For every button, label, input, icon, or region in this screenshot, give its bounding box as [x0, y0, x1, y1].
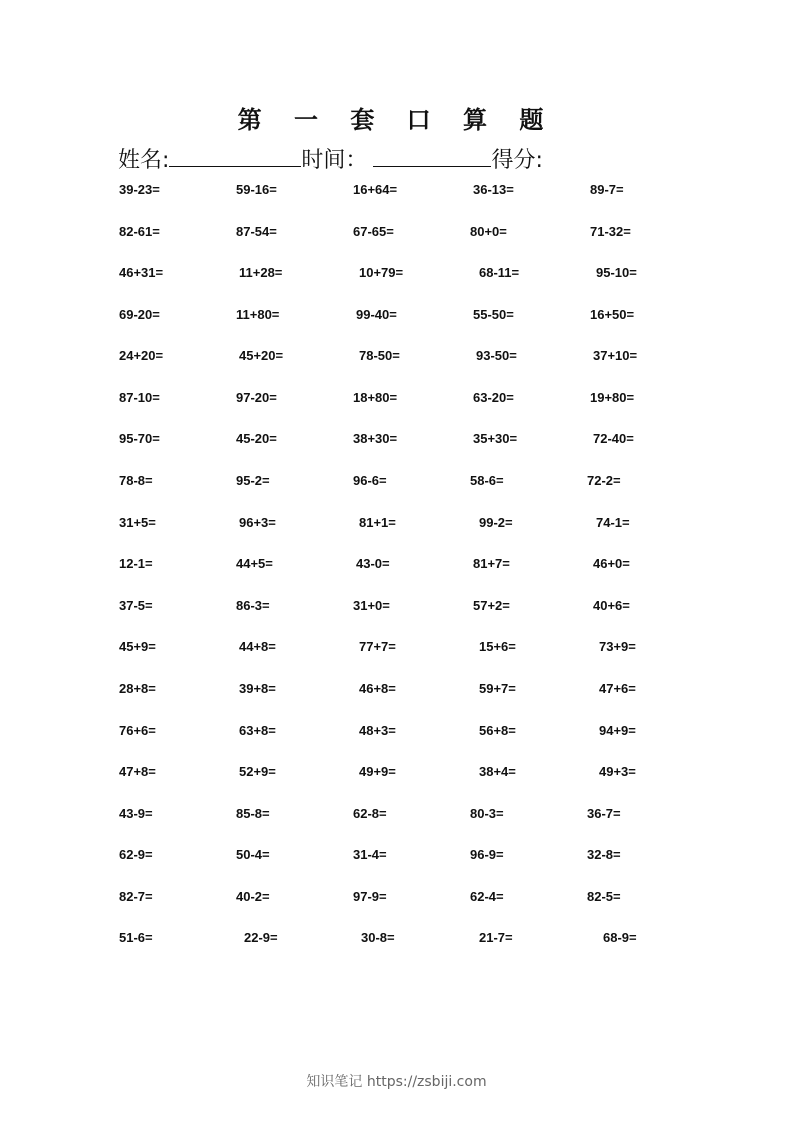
- math-problem: 38+30=: [353, 431, 398, 446]
- math-problem: 95-2=: [236, 473, 270, 488]
- math-problem: 59+7=: [479, 681, 516, 696]
- math-problem: 73+9=: [599, 639, 636, 654]
- problem-row: [0, 347, 793, 371]
- math-problem: 48+3=: [359, 723, 396, 738]
- math-problem: 97-20=: [236, 390, 277, 405]
- math-problem: 82-7=: [119, 889, 153, 904]
- math-problem: 39+8=: [239, 681, 276, 696]
- score-label: 得分:: [491, 148, 543, 173]
- math-problem: 86-3=: [236, 598, 270, 613]
- math-problem: 46+8=: [359, 681, 396, 696]
- math-problem: 49+3=: [599, 764, 636, 779]
- math-problem: 45-20=: [236, 431, 277, 446]
- math-problem: 69-20=: [119, 307, 160, 322]
- math-problem: 80-3=: [470, 806, 504, 821]
- math-problem: 74-1=: [596, 515, 630, 530]
- math-problem: 51-6=: [119, 930, 153, 945]
- math-problem: 58-6=: [470, 473, 504, 488]
- math-problem: 31+5=: [119, 515, 156, 530]
- math-problem: 46+31=: [119, 265, 164, 280]
- problem-row: [0, 514, 793, 538]
- math-problem: 37-5=: [119, 598, 153, 613]
- math-problem: 62-4=: [470, 889, 504, 904]
- math-problem: 40-2=: [236, 889, 270, 904]
- math-problem: 31+0=: [353, 598, 390, 613]
- math-problem: 40+6=: [593, 598, 630, 613]
- math-problem: 28+8=: [119, 681, 156, 696]
- math-problem: 72-2=: [587, 473, 621, 488]
- math-problem: 62-8=: [353, 806, 387, 821]
- math-problem: 10+79=: [359, 265, 404, 280]
- math-problem: 76+6=: [119, 723, 156, 738]
- math-problem: 45+9=: [119, 639, 156, 654]
- math-problem: 32-8=: [587, 847, 621, 862]
- math-problem: 59-16=: [236, 182, 277, 197]
- math-problem: 11+28=: [239, 265, 283, 280]
- math-problem: 19+80=: [590, 390, 635, 405]
- math-problem: 38+4=: [479, 764, 516, 779]
- math-problem: 68-11=: [479, 265, 520, 280]
- math-problem: 99-40=: [356, 307, 397, 322]
- math-problem: 18+80=: [353, 390, 398, 405]
- math-problem: 78-8=: [119, 473, 153, 488]
- problem-row: [0, 888, 793, 912]
- problem-row: [0, 846, 793, 870]
- math-problem: 22-9=: [244, 930, 278, 945]
- problem-row: [0, 680, 793, 704]
- math-problem: 47+8=: [119, 764, 156, 779]
- math-problem: 95-70=: [119, 431, 160, 446]
- math-problem: 89-7=: [590, 182, 624, 197]
- math-problem: 12-1=: [119, 556, 153, 571]
- math-problem: 99-2=: [479, 515, 513, 530]
- math-problem: 43-9=: [119, 806, 153, 821]
- math-problem: 82-5=: [587, 889, 621, 904]
- math-problem: 37+10=: [593, 348, 638, 363]
- math-problem: 96-9=: [470, 847, 504, 862]
- worksheet-title: 第 一 套 口 算 题: [237, 105, 556, 134]
- math-problem: 43-0=: [356, 556, 390, 571]
- math-problem: 95-10=: [596, 265, 637, 280]
- math-problem: 85-8=: [236, 806, 270, 821]
- math-problem: 36-13=: [473, 182, 514, 197]
- problem-row: [0, 389, 793, 413]
- math-problem: 68-9=: [603, 930, 637, 945]
- math-problem: 16+50=: [590, 307, 635, 322]
- math-problem: 80+0=: [470, 224, 507, 239]
- math-problem: 82-61=: [119, 224, 160, 239]
- problem-row: [0, 472, 793, 496]
- math-problem: 62-9=: [119, 847, 153, 862]
- math-problem: 47+6=: [599, 681, 636, 696]
- math-problem: 16+64=: [353, 182, 398, 197]
- math-problem: 35+30=: [473, 431, 518, 446]
- math-problem: 56+8=: [479, 723, 516, 738]
- math-problem: 96+3=: [239, 515, 276, 530]
- footer-watermark: 知识笔记 https://zsbiji.com: [306, 1074, 487, 1090]
- time-label: 时间：: [301, 148, 368, 173]
- math-problem: 93-50=: [476, 348, 517, 363]
- problem-row: [0, 805, 793, 829]
- math-problem: 31-4=: [353, 847, 387, 862]
- math-problem: 46+0=: [593, 556, 630, 571]
- problem-row: [0, 223, 793, 247]
- math-problem: 49+9=: [359, 764, 396, 779]
- math-problem: 52+9=: [239, 764, 276, 779]
- math-problem: 36-7=: [587, 806, 621, 821]
- math-problem: 71-32=: [590, 224, 631, 239]
- math-problem: 21-7=: [479, 930, 513, 945]
- name-label: 姓名:: [118, 148, 170, 173]
- math-problem: 45+20=: [239, 348, 284, 363]
- math-problem: 57+2=: [473, 598, 510, 613]
- problem-row: [0, 638, 793, 662]
- math-problem: 77+7=: [359, 639, 396, 654]
- math-problem: 30-8=: [361, 930, 395, 945]
- math-problem: 55-50=: [473, 307, 514, 322]
- math-problem: 63-20=: [473, 390, 514, 405]
- math-problem: 94+9=: [599, 723, 636, 738]
- math-problem: 11+80=: [236, 307, 280, 322]
- problem-row: [0, 929, 793, 953]
- problem-row: [0, 306, 793, 330]
- math-problem: 44+5=: [236, 556, 273, 571]
- math-problem: 15+6=: [479, 639, 516, 654]
- problem-row: [0, 722, 793, 746]
- math-problem: 67-65=: [353, 224, 394, 239]
- math-problem: 72-40=: [593, 431, 634, 446]
- problem-row: [0, 430, 793, 454]
- problem-row: [0, 181, 793, 205]
- math-problem: 78-50=: [359, 348, 400, 363]
- problem-row: [0, 555, 793, 579]
- problem-row: [0, 763, 793, 787]
- math-problem: 39-23=: [119, 182, 160, 197]
- math-problem: 63+8=: [239, 723, 276, 738]
- math-problem: 81+7=: [473, 556, 510, 571]
- math-problem: 87-54=: [236, 224, 277, 239]
- math-problem: 50-4=: [236, 847, 270, 862]
- math-problem: 97-9=: [353, 889, 387, 904]
- math-problem: 96-6=: [353, 473, 387, 488]
- math-problem: 87-10=: [119, 390, 160, 405]
- math-problem: 24+20=: [119, 348, 164, 363]
- problem-row: [0, 597, 793, 621]
- math-problem: 44+8=: [239, 639, 276, 654]
- problem-row: [0, 264, 793, 288]
- math-problem: 81+1=: [359, 515, 396, 530]
